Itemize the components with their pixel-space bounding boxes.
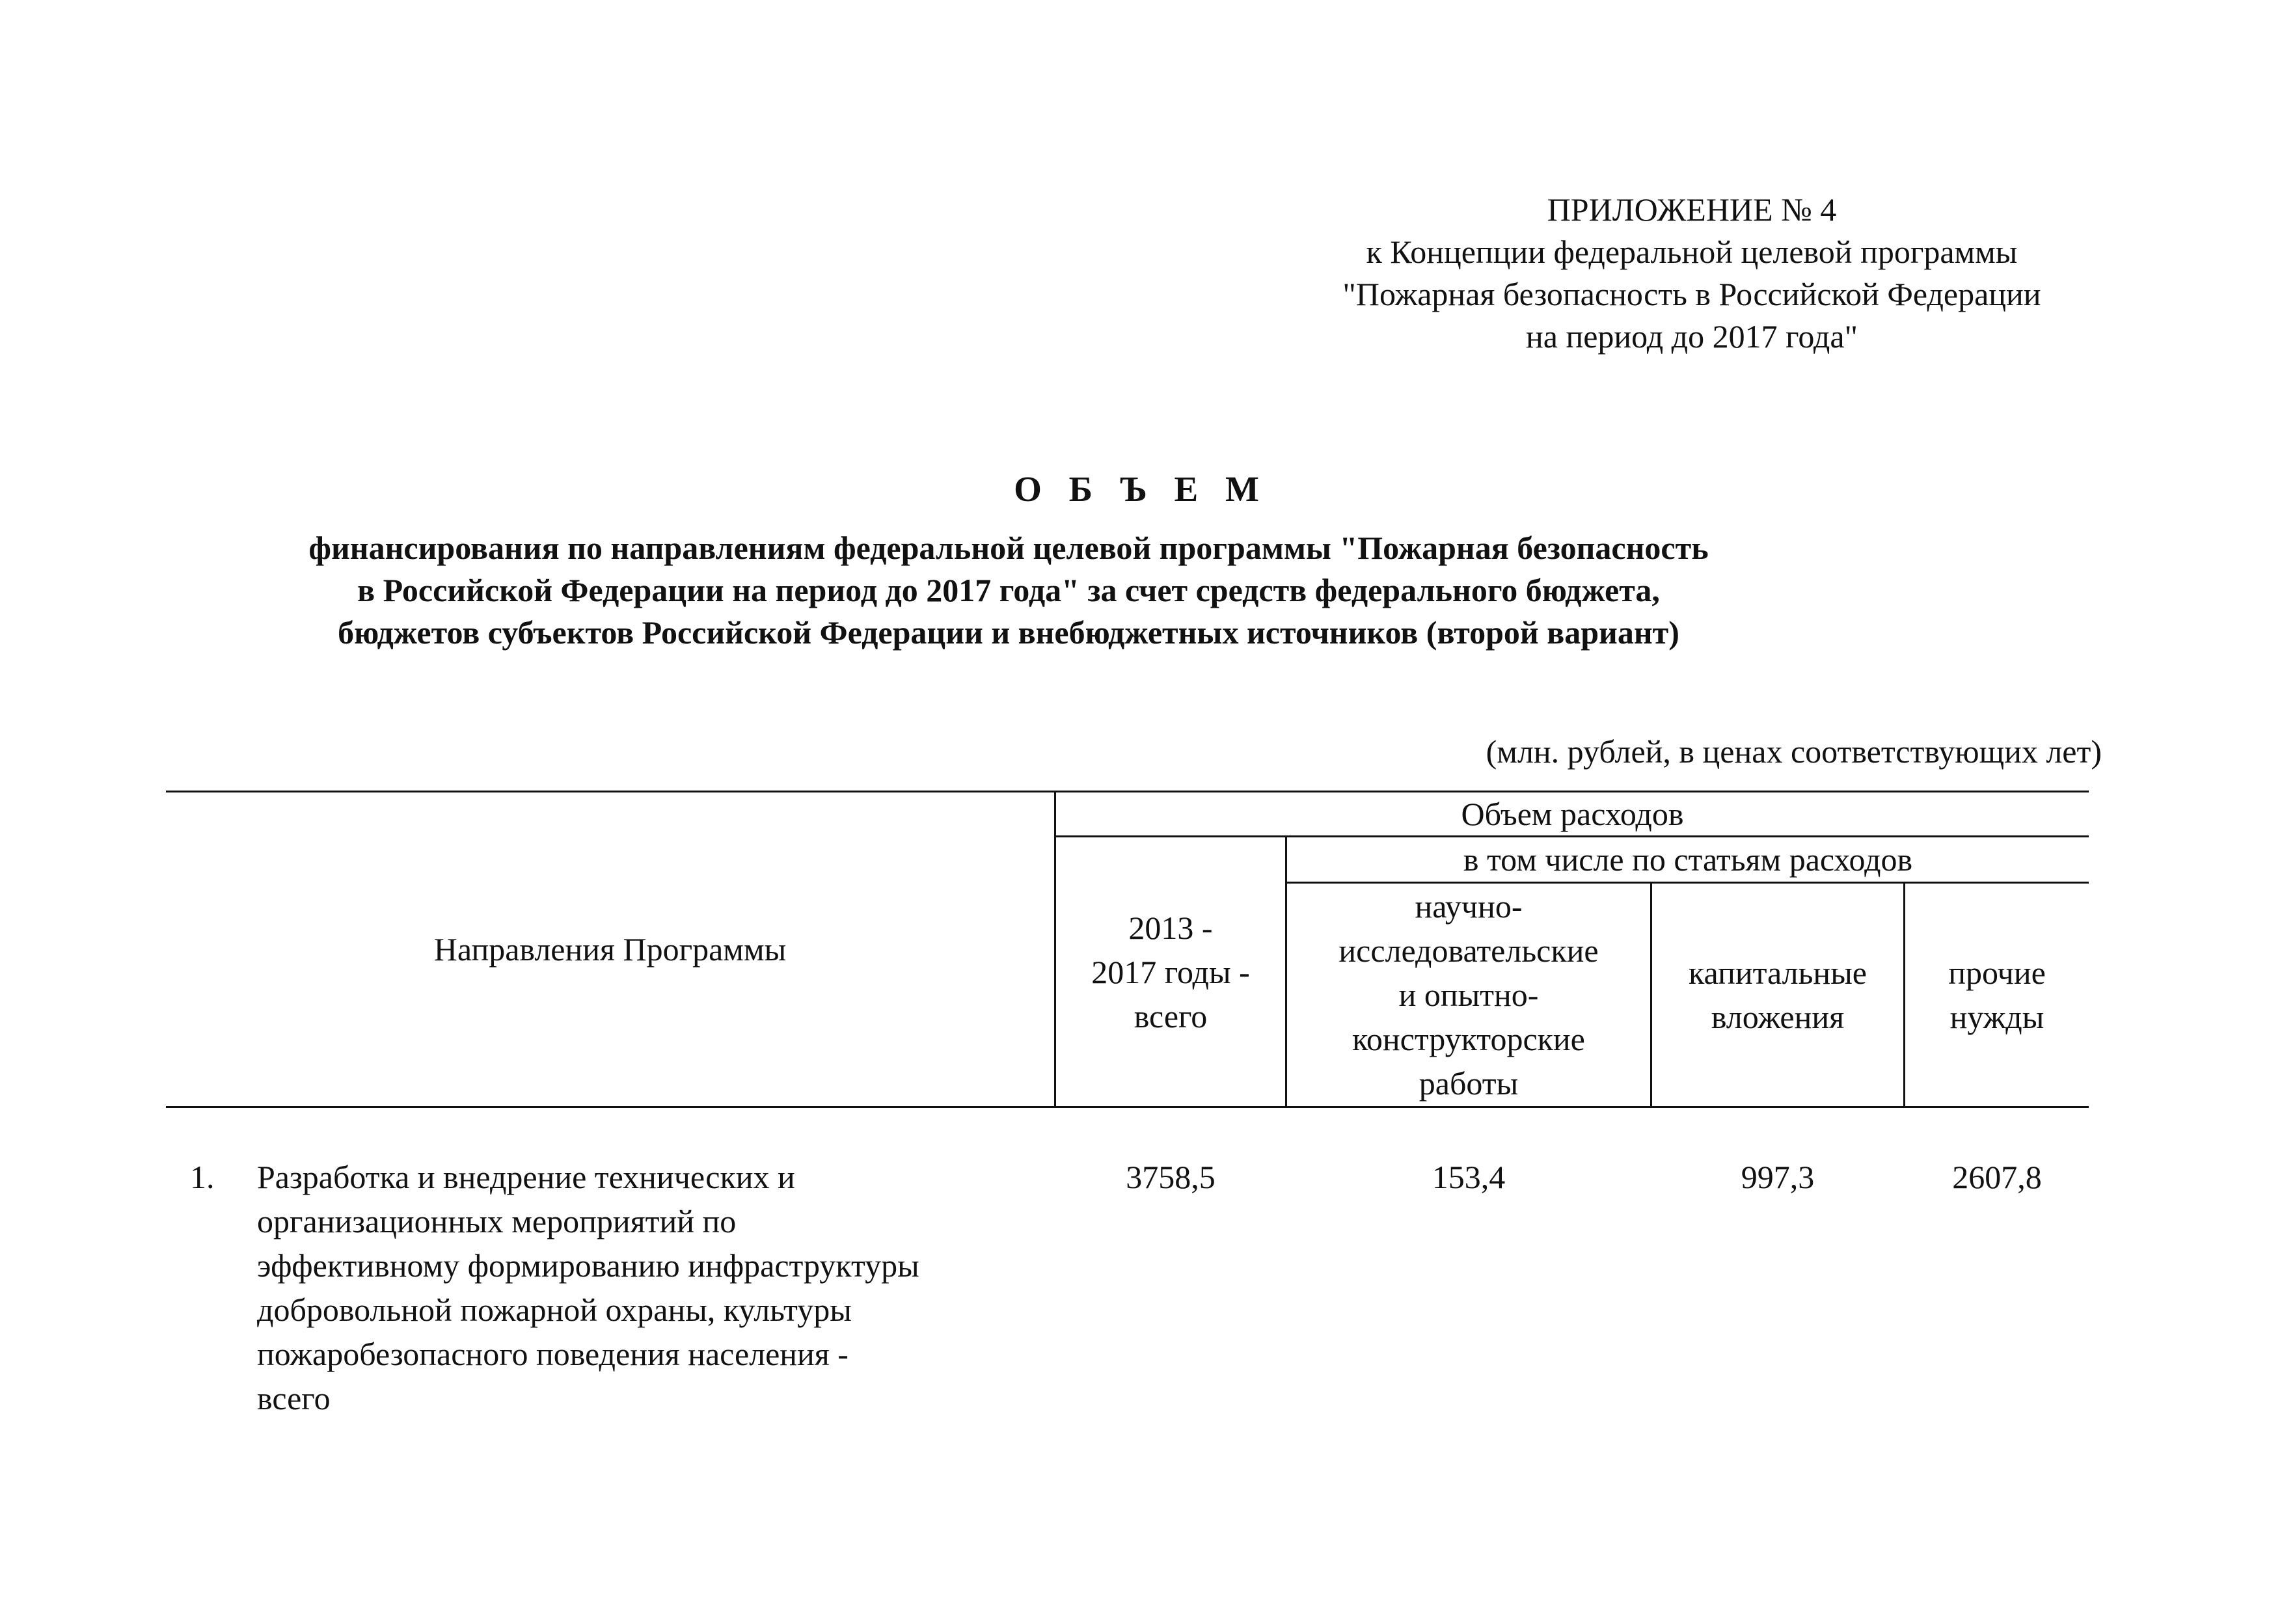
- appendix-line: к Концепции федеральной целевой программы: [1366, 234, 2018, 270]
- header-rnd: научно- исследовательские и опытно- конструкторские работы: [1338, 888, 1599, 1102]
- table-header-bottom-rule: [166, 1106, 2089, 1108]
- subtitle-line: в Российской Федерации на период до 2017 года" за счет средств федерального бюджета,: [357, 572, 1660, 608]
- header-volume: Объем расходов: [1461, 796, 1684, 832]
- row-direction-text: [257, 1155, 1057, 1420]
- row-text-line: Разработка и внедрение технических и: [257, 1159, 795, 1195]
- row-text-line: эффективному формированию инфраструктуры: [257, 1247, 919, 1284]
- document-subtitle: [130, 527, 1887, 654]
- row-value-other: 2607,8: [1952, 1159, 2042, 1195]
- row-text-line: организационных мероприятий по: [257, 1203, 737, 1239]
- row-text-line: всего: [257, 1380, 331, 1416]
- appendix-line: на период до 2017 года": [1526, 318, 1858, 355]
- appendix-line: "Пожарная безопасность в Российской Федерации: [1342, 276, 2041, 312]
- row-value-rnd: 153,4: [1432, 1159, 1506, 1195]
- header-directions: Направления Программы: [433, 931, 787, 968]
- row-value-capital: 997,3: [1741, 1159, 1815, 1195]
- subtitle-line: бюджетов субъектов Российской Федерации и внебюджетных источников (второй вариант): [338, 614, 1679, 651]
- row-text-line: добровольной пожарной охраны, культуры: [257, 1292, 852, 1328]
- document-title: О Б Ъ Е М: [1014, 469, 1268, 509]
- header-capital: капитальные вложения: [1689, 954, 1867, 1035]
- header-total: 2013 - 2017 годы - всего: [1091, 909, 1250, 1035]
- appendix-header: [1236, 189, 2147, 358]
- appendix-line: ПРИЛОЖЕНИЕ № 4: [1547, 191, 1837, 228]
- row-text-line: пожаробезопасного поведения населения -: [257, 1336, 849, 1372]
- units-note: (млн. рублей, в ценах соответствующих лет): [1486, 733, 2102, 770]
- subtitle-line: финансирования по направлениям федеральной целевой программы "Пожарная безопасность: [308, 530, 1709, 566]
- header-other: прочие нужды: [1948, 954, 2046, 1035]
- header-by-items: в том числе по статьям расходов: [1463, 841, 1913, 878]
- row-number: 1.: [190, 1159, 215, 1195]
- row-value-total: 3758,5: [1126, 1159, 1216, 1195]
